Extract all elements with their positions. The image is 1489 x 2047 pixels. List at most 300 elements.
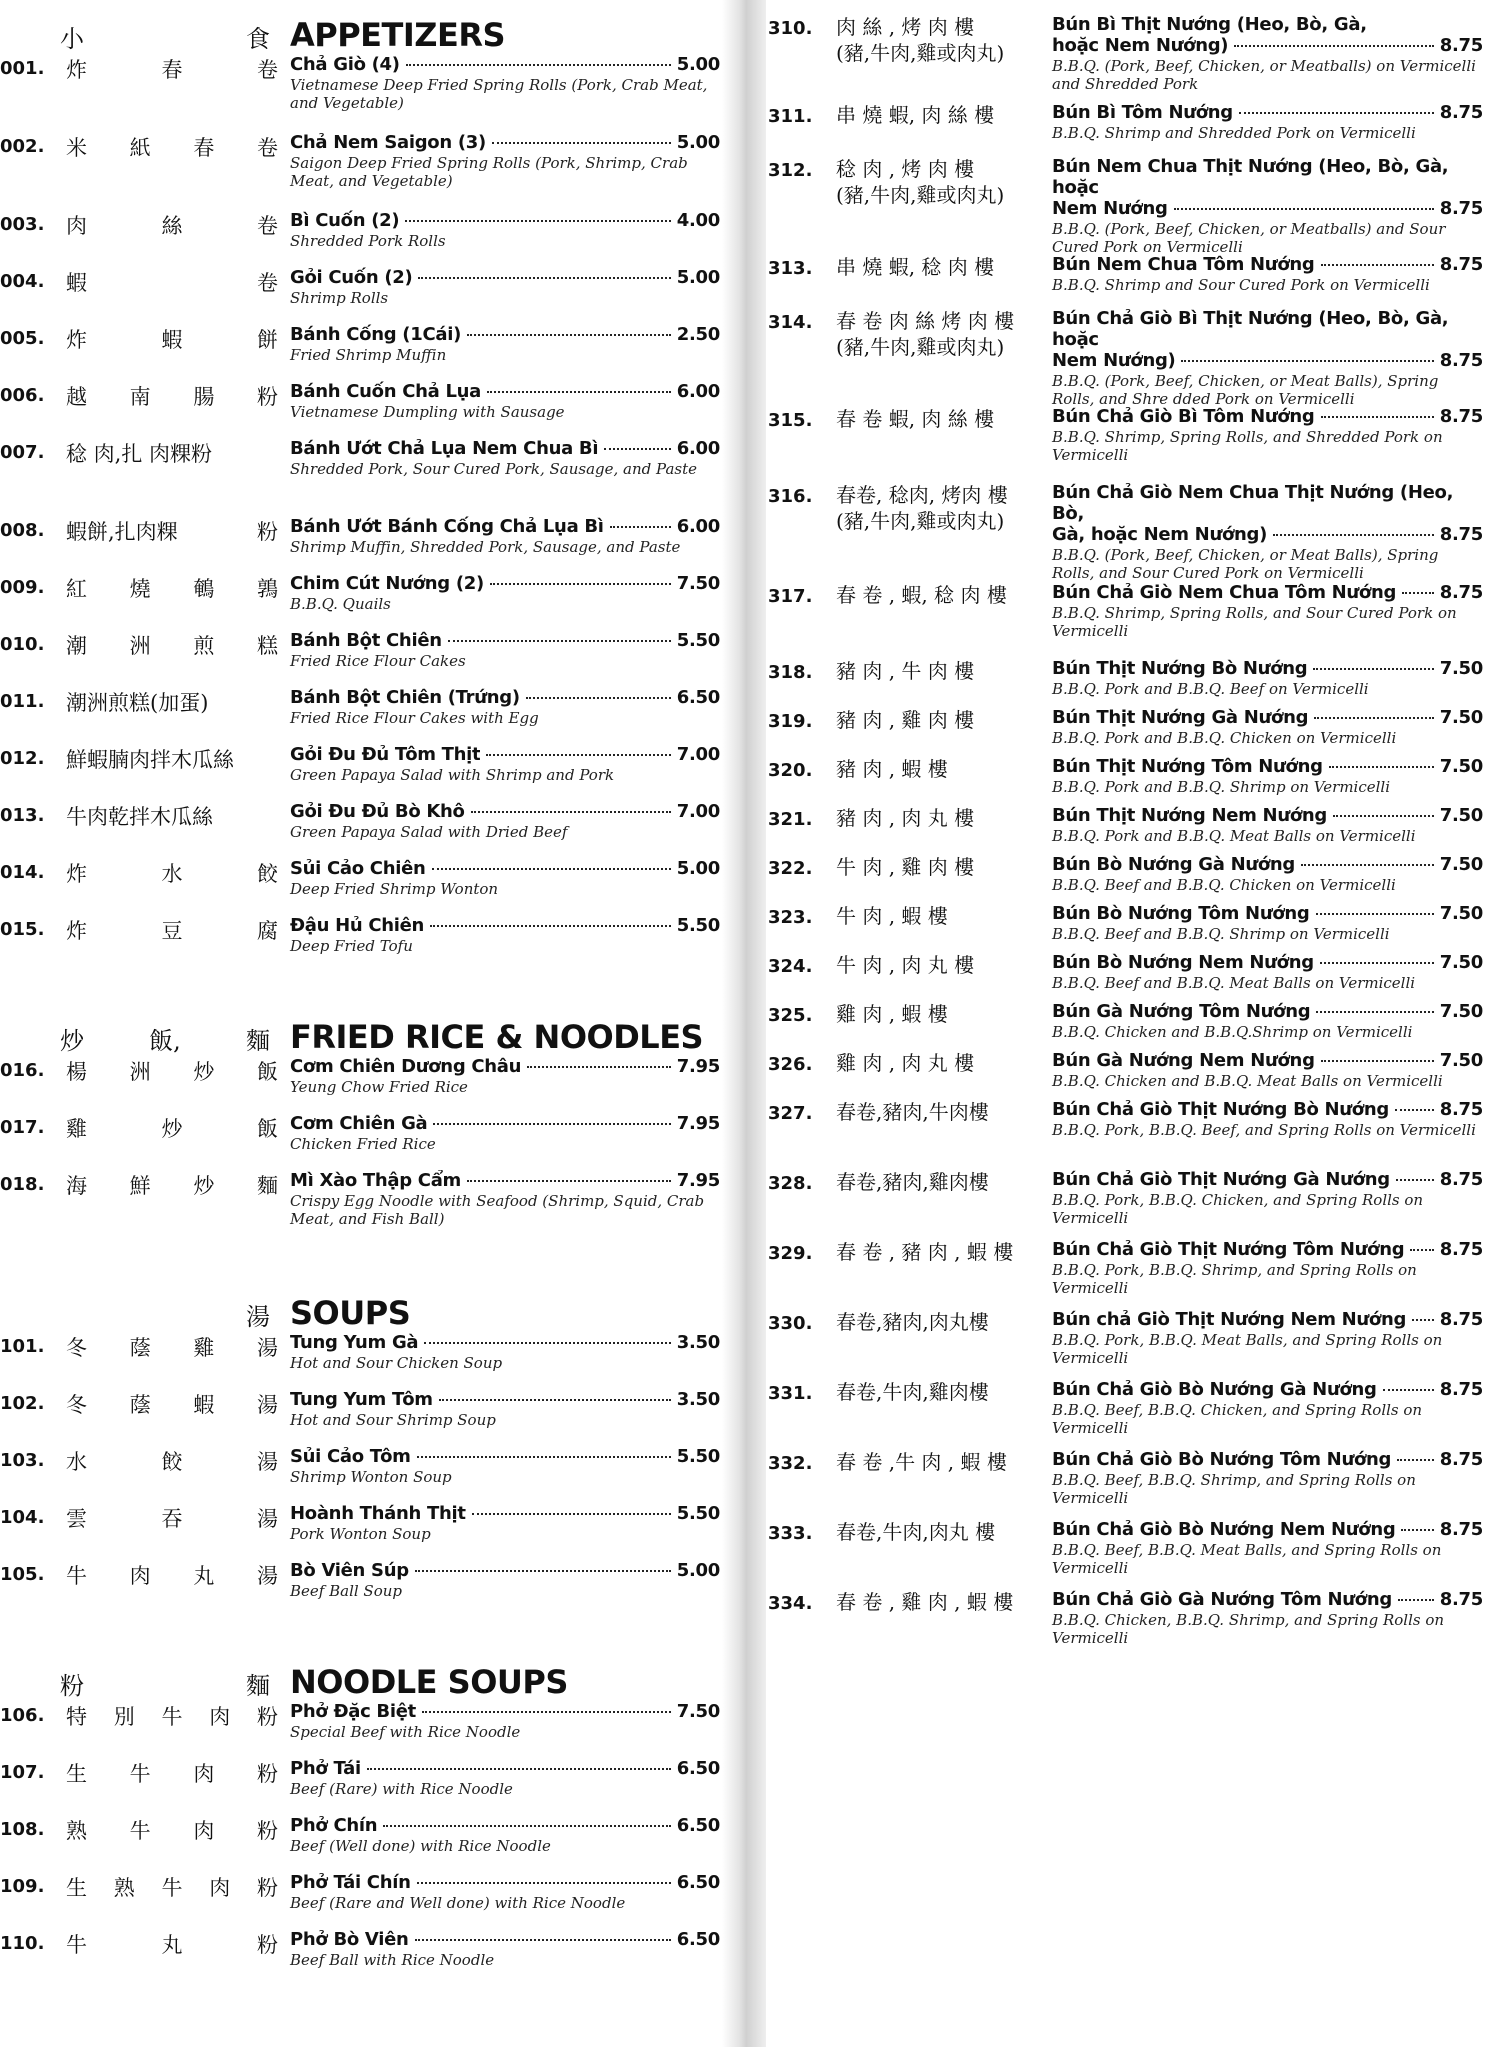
chinese-char: 餅 bbox=[257, 328, 278, 352]
item-description: B.B.Q. Pork, B.B.Q. Beef, and Spring Rolls on Vermicelli bbox=[1052, 1121, 1476, 1139]
item-chinese-name bbox=[826, 1169, 1052, 1239]
item-vietnamese-name: Bánh Cống (1Cái) bbox=[290, 324, 462, 345]
item-title-line bbox=[290, 630, 720, 651]
menu-item[interactable] bbox=[768, 1001, 1483, 1050]
item-vietnamese-name: Bún Nem Chua Tôm Nướng bbox=[1052, 254, 1315, 275]
dot-leader bbox=[1321, 416, 1434, 418]
dot-leader bbox=[424, 1342, 671, 1344]
item-body bbox=[290, 1113, 720, 1170]
item-chinese-name bbox=[52, 381, 290, 438]
chinese-char: 炸 bbox=[66, 919, 87, 943]
menu-item[interactable] bbox=[768, 14, 1483, 102]
item-body bbox=[1052, 1519, 1483, 1589]
item-body bbox=[1052, 14, 1483, 102]
item-vietnamese-name: Bún Bò Nướng Tôm Nướng bbox=[1052, 903, 1310, 924]
item-description: B.B.Q. Shrimp, Spring Rolls, and Shredded Pork on Vermicelli bbox=[1052, 428, 1443, 464]
chinese-char: 蝦餅,扎肉粿 bbox=[66, 520, 178, 544]
chinese-char: 豆 bbox=[161, 919, 183, 943]
menu-item[interactable] bbox=[768, 1169, 1483, 1239]
chinese-char: 麵 bbox=[245, 1027, 270, 1055]
item-price: 2.50 bbox=[676, 324, 720, 345]
menu-left-column bbox=[0, 6, 720, 1986]
item-title-line bbox=[290, 1056, 720, 1077]
item-title-line bbox=[290, 1758, 720, 1779]
item-body bbox=[1052, 308, 1483, 406]
menu-item[interactable] bbox=[0, 1701, 720, 1758]
item-description: Deep Fried Shrimp Wonton bbox=[290, 880, 499, 898]
item-title-line bbox=[290, 381, 720, 402]
item-chinese-name bbox=[52, 210, 290, 267]
chinese-char: 湯 bbox=[257, 1507, 278, 1531]
item-number: 101. bbox=[0, 1336, 45, 1357]
dot-leader bbox=[1316, 1011, 1433, 1013]
item-body bbox=[1052, 1169, 1483, 1239]
item-title-line bbox=[1052, 1589, 1483, 1610]
chinese-char: 粉 bbox=[256, 385, 278, 409]
chinese-char: 炒 bbox=[193, 1174, 215, 1198]
menu-item[interactable] bbox=[768, 952, 1483, 1001]
menu-item[interactable] bbox=[0, 210, 720, 267]
item-price: 7.50 bbox=[1439, 1001, 1483, 1022]
item-number: 313. bbox=[768, 258, 813, 279]
item-price: 6.50 bbox=[676, 1758, 720, 1779]
dot-leader bbox=[467, 334, 671, 336]
menu-item[interactable] bbox=[0, 801, 720, 858]
item-description: Shrimp Muffin, Shredded Pork, Sausage, and Paste bbox=[290, 538, 681, 556]
item-body bbox=[1052, 1589, 1483, 1659]
item-body bbox=[1052, 1449, 1483, 1519]
item-number: 330. bbox=[768, 1313, 813, 1334]
dot-leader bbox=[448, 640, 671, 642]
item-description: Vietnamese Dumpling with Sausage bbox=[290, 403, 565, 421]
item-body bbox=[1052, 1099, 1483, 1169]
chinese-char: 生 bbox=[66, 1876, 87, 1900]
item-number: 333. bbox=[768, 1523, 813, 1544]
menu-item[interactable] bbox=[768, 1309, 1483, 1379]
section-title: SOUPS bbox=[290, 1294, 411, 1332]
item-price: 8.75 bbox=[1439, 1379, 1483, 1400]
item-chinese-name bbox=[52, 267, 290, 324]
menu-item[interactable] bbox=[768, 903, 1483, 952]
item-price: 5.50 bbox=[676, 1446, 720, 1467]
item-vietnamese-name: Sủi Cảo Chiên bbox=[290, 858, 426, 879]
menu-item[interactable] bbox=[768, 1239, 1483, 1309]
chinese-line: (豬,牛肉,雞或肉丸) bbox=[836, 183, 1005, 207]
chinese-char: 卷 bbox=[257, 214, 278, 238]
dot-leader bbox=[471, 811, 671, 813]
menu-item[interactable] bbox=[0, 687, 720, 744]
section-spacer bbox=[0, 972, 720, 1008]
menu-item[interactable] bbox=[0, 324, 720, 381]
item-vietnamese-name: Phở Chín bbox=[290, 1815, 378, 1836]
menu-item[interactable] bbox=[0, 516, 720, 573]
menu-item[interactable] bbox=[768, 1589, 1483, 1659]
item-description: Fried Rice Flour Cakes bbox=[290, 652, 466, 670]
item-title-line bbox=[290, 1170, 720, 1191]
item-title-line bbox=[1052, 903, 1483, 924]
item-description: B.B.Q. Chicken and B.B.Q.Shrimp on Vermicelli bbox=[1052, 1023, 1413, 1041]
item-price: 6.50 bbox=[676, 687, 720, 708]
item-chinese-name bbox=[52, 858, 290, 915]
chinese-line: 春卷,牛肉,肉丸 樓 bbox=[836, 1520, 996, 1544]
item-price: 8.75 bbox=[1439, 1309, 1483, 1330]
item-description: B.B.Q. Quails bbox=[290, 595, 391, 613]
menu-item[interactable] bbox=[768, 254, 1483, 308]
menu-item[interactable] bbox=[768, 1379, 1483, 1449]
item-body bbox=[290, 324, 720, 381]
item-vietnamese-name: Cơm Chiên Gà bbox=[290, 1113, 428, 1134]
section-header bbox=[0, 1284, 720, 1332]
chinese-line: 春卷, 稔肉, 烤肉 樓 bbox=[836, 483, 1008, 507]
chinese-char: 水 bbox=[66, 1450, 87, 1474]
item-description: B.B.Q. Beef and B.B.Q. Chicken on Vermicelli bbox=[1052, 876, 1396, 894]
chinese-char: 湯 bbox=[257, 1450, 278, 1474]
item-chinese-name bbox=[52, 1056, 290, 1113]
menu-item[interactable] bbox=[0, 54, 720, 132]
item-title-line bbox=[1052, 952, 1483, 973]
dot-leader bbox=[1174, 208, 1434, 210]
item-chinese-name bbox=[826, 903, 1052, 952]
chinese-line: 春 卷 蝦, 肉 絲 樓 bbox=[836, 407, 995, 431]
item-title-line bbox=[1052, 1309, 1483, 1330]
item-description: B.B.Q. Beef, B.B.Q. Shrimp, and Spring Rolls on Vermicelli bbox=[1052, 1471, 1416, 1507]
item-vietnamese-name: Cơm Chiên Dương Châu bbox=[290, 1056, 522, 1077]
item-description: Fried Shrimp Muffin bbox=[290, 346, 447, 364]
menu-item[interactable] bbox=[0, 1815, 720, 1872]
chinese-char: 春 bbox=[161, 58, 183, 82]
item-title-line bbox=[1052, 582, 1483, 603]
item-price: 7.50 bbox=[676, 573, 720, 594]
item-number: 312. bbox=[768, 160, 813, 181]
item-vietnamese-name: Bún Gà Nướng Tôm Nướng bbox=[1052, 1001, 1311, 1022]
item-body bbox=[1052, 658, 1483, 707]
chinese-line: 春卷,豬肉,牛肉樓 bbox=[836, 1100, 989, 1124]
item-number: 103. bbox=[0, 1450, 45, 1471]
item-description: B.B.Q. (Pork, Beef, Chicken, or Meatballs) on Vermicelli and Shredded Pork bbox=[1052, 57, 1476, 93]
item-chinese-name bbox=[826, 406, 1052, 482]
item-chinese-name bbox=[52, 516, 290, 573]
item-chinese-name bbox=[52, 1560, 290, 1617]
menu-item[interactable] bbox=[768, 707, 1483, 756]
menu-item[interactable] bbox=[768, 1449, 1483, 1519]
chinese-char: 雞 bbox=[193, 1336, 215, 1360]
menu-item[interactable] bbox=[768, 1519, 1483, 1589]
dot-leader bbox=[472, 1513, 671, 1515]
item-vietnamese-name: Sủi Cảo Tôm bbox=[290, 1446, 411, 1467]
item-number: 017. bbox=[0, 1117, 45, 1138]
item-title-line bbox=[1052, 854, 1483, 875]
item-chinese-name bbox=[826, 1099, 1052, 1169]
item-description: B.B.Q. Chicken and B.B.Q. Meat Balls on Vermicelli bbox=[1052, 1072, 1443, 1090]
item-number: 315. bbox=[768, 410, 813, 431]
chinese-char: 牛 bbox=[129, 1762, 151, 1786]
item-number: 109. bbox=[0, 1876, 45, 1897]
menu-item[interactable] bbox=[0, 1758, 720, 1815]
dot-leader bbox=[430, 925, 671, 927]
section-spacer bbox=[0, 1617, 720, 1653]
dot-leader bbox=[526, 697, 671, 699]
chinese-char: 湯 bbox=[256, 1336, 278, 1360]
item-chinese-name bbox=[826, 156, 1052, 254]
chinese-char: 蔭 bbox=[129, 1393, 151, 1417]
menu-item[interactable] bbox=[0, 915, 720, 972]
section-title-chinese bbox=[0, 1666, 290, 1701]
item-chinese-name bbox=[826, 1519, 1052, 1589]
menu-item[interactable] bbox=[768, 102, 1483, 156]
item-title-line bbox=[290, 744, 720, 765]
item-body bbox=[290, 801, 720, 858]
menu-item[interactable] bbox=[0, 1503, 720, 1560]
item-vietnamese-name: Bò Viên Súp bbox=[290, 1560, 409, 1581]
item-title-line bbox=[290, 1389, 720, 1410]
item-vietnamese-name: Bánh Bột Chiên bbox=[290, 630, 442, 651]
dot-leader bbox=[610, 526, 671, 528]
item-number: 322. bbox=[768, 858, 813, 879]
chinese-char: 丸 bbox=[161, 1933, 183, 1957]
chinese-char: 吞 bbox=[161, 1507, 183, 1531]
chinese-char: 卷 bbox=[256, 136, 278, 160]
menu-item[interactable] bbox=[768, 805, 1483, 854]
item-number: 002. bbox=[0, 136, 45, 157]
dot-leader bbox=[1395, 1109, 1434, 1111]
item-number: 107. bbox=[0, 1762, 45, 1783]
item-title-line bbox=[290, 801, 720, 822]
section-header bbox=[0, 1008, 720, 1056]
item-title-line bbox=[290, 1815, 720, 1836]
chinese-char: 稔 肉,扎 肉粿粉 bbox=[66, 442, 213, 466]
item-description: Pork Wonton Soup bbox=[290, 1525, 431, 1543]
menu-item[interactable] bbox=[0, 858, 720, 915]
menu-item[interactable] bbox=[768, 406, 1483, 482]
menu-item[interactable] bbox=[0, 1389, 720, 1446]
chinese-char: 雲 bbox=[66, 1507, 87, 1531]
item-number: 110. bbox=[0, 1933, 45, 1954]
dot-leader bbox=[487, 391, 671, 393]
chinese-char: 蝦 bbox=[66, 271, 87, 295]
item-price: 7.50 bbox=[1439, 805, 1483, 826]
dot-leader bbox=[1333, 815, 1434, 817]
item-description: B.B.Q. Pork and B.B.Q. Meat Balls on Vermicelli bbox=[1052, 827, 1416, 845]
menu-item[interactable] bbox=[768, 308, 1483, 406]
chinese-line: 串 燒 蝦, 肉 絲 樓 bbox=[836, 103, 995, 127]
item-title-line bbox=[1052, 35, 1483, 56]
chinese-char: 粉 bbox=[256, 1762, 278, 1786]
item-chinese-name bbox=[52, 1929, 290, 1986]
chinese-char: 牛 bbox=[66, 1933, 87, 1957]
menu-item[interactable] bbox=[0, 1170, 720, 1248]
item-title-line bbox=[290, 687, 720, 708]
menu-item[interactable] bbox=[0, 1056, 720, 1113]
item-chinese-name bbox=[52, 744, 290, 801]
menu-item[interactable] bbox=[768, 482, 1483, 582]
chinese-char: 洲 bbox=[129, 1060, 151, 1084]
menu-item[interactable] bbox=[0, 1872, 720, 1929]
menu-item[interactable] bbox=[0, 1929, 720, 1986]
dot-leader bbox=[417, 1882, 671, 1884]
item-chinese-name bbox=[52, 687, 290, 744]
item-price: 5.50 bbox=[676, 630, 720, 651]
chinese-char: 粉 bbox=[257, 1705, 278, 1729]
chinese-line: 春 卷 肉 絲 烤 肉 樓 bbox=[836, 309, 1015, 333]
menu-item[interactable] bbox=[0, 1113, 720, 1170]
menu-right-column bbox=[768, 14, 1483, 1659]
dot-leader bbox=[1410, 1249, 1433, 1251]
item-description: Beef Ball Soup bbox=[290, 1582, 402, 1600]
item-body bbox=[1052, 854, 1483, 903]
item-number: 004. bbox=[0, 271, 45, 292]
menu-item[interactable] bbox=[0, 381, 720, 438]
item-body bbox=[290, 381, 720, 438]
item-body bbox=[1052, 156, 1483, 254]
item-price: 8.75 bbox=[1439, 350, 1483, 371]
item-title-line bbox=[1052, 658, 1483, 679]
chinese-char: 牛 bbox=[161, 1876, 183, 1900]
menu-item[interactable] bbox=[768, 1050, 1483, 1099]
item-chinese-name bbox=[52, 438, 290, 516]
item-price: 8.75 bbox=[1439, 1589, 1483, 1610]
item-price: 4.00 bbox=[676, 210, 720, 231]
chinese-line: (豬,牛肉,雞或肉丸) bbox=[836, 335, 1005, 359]
item-description: B.B.Q. (Pork, Beef, Chicken, or Meat Balls), Spring Rolls, and Shre dded Pork on Vermicelli bbox=[1052, 372, 1439, 408]
menu-item[interactable] bbox=[0, 267, 720, 324]
item-price: 8.75 bbox=[1439, 254, 1483, 275]
item-price: 8.75 bbox=[1439, 1239, 1483, 1260]
chinese-char: 熟 bbox=[113, 1876, 135, 1900]
item-chinese-name bbox=[52, 1332, 290, 1389]
item-title-line bbox=[290, 132, 720, 153]
item-body bbox=[1052, 254, 1483, 308]
item-body bbox=[290, 630, 720, 687]
chinese-char: 肉 bbox=[66, 214, 87, 238]
menu-item[interactable] bbox=[0, 1332, 720, 1389]
menu-item[interactable] bbox=[0, 1560, 720, 1617]
item-vietnamese-name: Bún Chả Giò Thịt Nướng Tôm Nướng bbox=[1052, 1239, 1405, 1260]
item-vietnamese-name: Gỏi Cuốn (2) bbox=[290, 267, 413, 288]
item-title-line bbox=[290, 915, 720, 936]
chinese-char: 蔭 bbox=[129, 1336, 151, 1360]
item-chinese-name bbox=[826, 308, 1052, 406]
dot-leader bbox=[1273, 534, 1434, 536]
item-number: 328. bbox=[768, 1173, 813, 1194]
chinese-char: 冬 bbox=[66, 1336, 87, 1360]
item-description: Chicken Fried Rice bbox=[290, 1135, 436, 1153]
dot-leader bbox=[467, 1180, 671, 1182]
item-vietnamese-name: Bún Chả Giò Gà Nướng Tôm Nướng bbox=[1052, 1589, 1392, 1610]
chinese-char: 洲 bbox=[129, 634, 151, 658]
item-number: 320. bbox=[768, 760, 813, 781]
item-chinese-name bbox=[826, 707, 1052, 756]
item-title-line bbox=[1052, 805, 1483, 826]
chinese-char: 別 bbox=[113, 1705, 135, 1729]
menu-item[interactable] bbox=[0, 573, 720, 630]
menu-item[interactable] bbox=[0, 1446, 720, 1503]
item-chinese-name bbox=[826, 1379, 1052, 1449]
item-price: 8.75 bbox=[1439, 102, 1483, 123]
item-number: 105. bbox=[0, 1564, 45, 1585]
dot-leader bbox=[1412, 1319, 1434, 1321]
item-number: 319. bbox=[768, 711, 813, 732]
section-title: FRIED RICE & NOODLES bbox=[290, 1018, 704, 1056]
menu-item[interactable] bbox=[0, 630, 720, 687]
item-title-line bbox=[290, 573, 720, 594]
item-vietnamese-name: Chim Cút Nướng (2) bbox=[290, 573, 484, 594]
chinese-char: 蝦 bbox=[161, 328, 183, 352]
chinese-line: 牛 肉 , 肉 丸 樓 bbox=[836, 953, 975, 977]
item-body bbox=[1052, 1050, 1483, 1099]
dot-leader bbox=[1313, 668, 1433, 670]
item-chinese-name bbox=[826, 14, 1052, 102]
item-price: 8.75 bbox=[1439, 1169, 1483, 1190]
menu-item[interactable] bbox=[0, 132, 720, 210]
chinese-line: 肉 絲 , 烤 肉 樓 bbox=[836, 15, 975, 39]
menu-item[interactable] bbox=[768, 156, 1483, 254]
item-number: 018. bbox=[0, 1174, 45, 1195]
section-header bbox=[0, 1653, 720, 1701]
section-title: APPETIZERS bbox=[290, 16, 506, 54]
chinese-line: 春 卷 , 蝦, 稔 肉 樓 bbox=[836, 583, 1007, 607]
item-vietnamese-name: Bì Cuốn (2) bbox=[290, 210, 400, 231]
chinese-char: 肉 bbox=[209, 1705, 231, 1729]
chinese-char: 飯 bbox=[256, 1060, 278, 1084]
chinese-char: 湯 bbox=[256, 1564, 278, 1588]
item-price: 5.00 bbox=[676, 858, 720, 879]
dot-leader bbox=[604, 448, 671, 450]
item-number: 102. bbox=[0, 1393, 45, 1414]
dot-leader bbox=[415, 1939, 671, 1941]
chinese-line: 豬 肉 , 牛 肉 樓 bbox=[836, 659, 975, 683]
menu-item[interactable] bbox=[768, 1099, 1483, 1169]
item-price: 7.00 bbox=[676, 744, 720, 765]
item-number: 317. bbox=[768, 586, 813, 607]
item-vietnamese-name: Nem Nướng bbox=[1052, 198, 1168, 219]
item-price: 8.75 bbox=[1439, 524, 1483, 545]
item-price: 8.75 bbox=[1439, 35, 1483, 56]
dot-leader bbox=[406, 64, 671, 66]
chinese-char: 卷 bbox=[257, 58, 278, 82]
dot-leader bbox=[439, 1399, 671, 1401]
menu-item[interactable] bbox=[768, 582, 1483, 658]
menu-item[interactable] bbox=[0, 438, 720, 516]
item-price: 7.00 bbox=[676, 801, 720, 822]
item-vietnamese-name: Bún Chả Giò Bò Nướng Tôm Nướng bbox=[1052, 1449, 1392, 1470]
dot-leader bbox=[383, 1825, 671, 1827]
chinese-char: 飯 bbox=[257, 1117, 278, 1141]
dot-leader bbox=[415, 1570, 671, 1572]
item-body bbox=[290, 1758, 720, 1815]
item-number: 007. bbox=[0, 442, 45, 463]
item-price: 8.75 bbox=[1439, 1519, 1483, 1540]
menu-item[interactable] bbox=[768, 658, 1483, 707]
dot-leader bbox=[492, 142, 671, 144]
menu-item[interactable] bbox=[768, 854, 1483, 903]
item-description: Beef (Rare and Well done) with Rice Noodle bbox=[290, 1894, 626, 1912]
item-vietnamese-name: Bún Thịt Nướng Nem Nướng bbox=[1052, 805, 1327, 826]
chinese-char: 炸 bbox=[66, 58, 87, 82]
chinese-char: 糕 bbox=[256, 634, 278, 658]
dot-leader bbox=[1401, 1529, 1433, 1531]
item-number: 016. bbox=[0, 1060, 45, 1081]
menu-item[interactable] bbox=[768, 756, 1483, 805]
item-title-line bbox=[1052, 350, 1483, 371]
chinese-line: 春卷,豬肉,肉丸樓 bbox=[836, 1310, 989, 1334]
item-chinese-name bbox=[52, 54, 290, 132]
item-body bbox=[290, 1056, 720, 1113]
chinese-char: 炸 bbox=[66, 328, 87, 352]
menu-item[interactable] bbox=[0, 744, 720, 801]
item-price: 6.00 bbox=[676, 516, 720, 537]
dot-leader bbox=[527, 1066, 671, 1068]
chinese-line: 豬 肉 , 蝦 樓 bbox=[836, 757, 948, 781]
